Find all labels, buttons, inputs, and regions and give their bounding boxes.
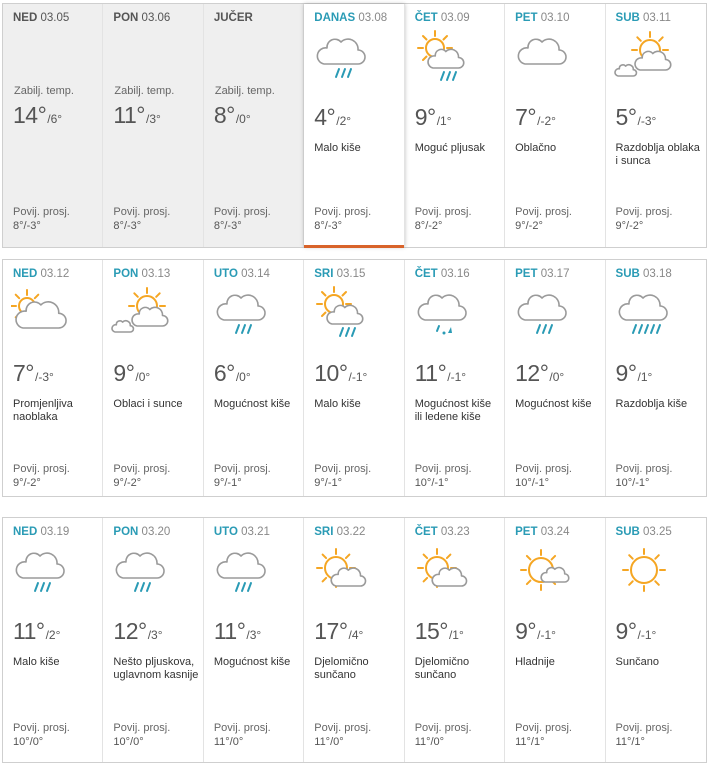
temp-min: /1°	[448, 628, 464, 642]
temp-max: 11°	[213, 618, 246, 644]
cloud-rain-icon	[11, 542, 71, 600]
historical-avg-value: 10°/-1°	[515, 477, 549, 489]
historical-avg-value: 8°/-3°	[113, 220, 142, 232]
historical-avg-value: 11°/0°	[213, 736, 244, 748]
temperature	[415, 618, 464, 645]
day-name: UTO	[213, 268, 238, 280]
day-card[interactable]	[3, 4, 103, 247]
temp-max: 15°	[414, 618, 448, 644]
sun-clouds-icon	[111, 284, 171, 342]
day-card[interactable]	[204, 4, 304, 247]
recorded-temp-label: Zabilj. temp.	[214, 85, 275, 97]
historical-avg-value: 9°/-2°	[615, 220, 644, 232]
historical-avg-value: 10°/-1°	[414, 477, 449, 489]
temp-max: 6°	[213, 360, 235, 386]
sun-icon	[614, 542, 674, 600]
day-date: 03.10	[540, 12, 570, 24]
day-header	[616, 526, 706, 538]
historical-avg-label: Povij. prosj.	[113, 463, 171, 475]
day-card[interactable]	[304, 4, 404, 247]
historical-avg-value: 10°/-1°	[615, 477, 650, 489]
day-date: 03.05	[40, 12, 70, 24]
temp-min: /0°	[135, 370, 151, 384]
historical-avg-label: Povij. prosj.	[213, 722, 271, 734]
condition-text: Djelomično sunčano	[314, 656, 369, 681]
temp-max: 4°	[314, 104, 336, 130]
temp-min: /-1°	[447, 370, 467, 384]
day-date: 03.22	[336, 526, 366, 538]
day-header	[415, 12, 504, 24]
temp-min: /3°	[246, 628, 262, 642]
temperature	[515, 360, 564, 387]
temp-min: /-1°	[637, 628, 657, 642]
day-header	[415, 268, 504, 280]
temperature	[314, 104, 351, 131]
historical-avg-value: 11°/1°	[515, 736, 545, 748]
temperature	[515, 618, 556, 645]
condition-text: Nešto pljuskova, uglavnom kasnije	[113, 656, 199, 681]
condition-text: Djelomično sunčano	[414, 656, 470, 681]
cloud-icon	[513, 28, 573, 86]
day-header	[113, 268, 202, 280]
temperature	[214, 360, 251, 387]
historical-avg-label: Povij. prosj.	[113, 722, 171, 734]
day-card[interactable]	[405, 260, 505, 496]
temp-max: 11°	[13, 618, 45, 644]
historical-avg-label: Povij. prosj.	[13, 206, 70, 218]
temperature	[616, 104, 657, 131]
day-header	[13, 12, 102, 24]
historical-avg-value: 9°/-2°	[113, 477, 142, 489]
historical-avg-label: Povij. prosj.	[615, 206, 673, 218]
historical-avg-label: Povij. prosj.	[515, 722, 572, 734]
day-date: 03.21	[241, 526, 270, 538]
recorded-temp-label: Zabilj. temp.	[14, 85, 74, 97]
temperature	[13, 618, 60, 645]
temp-max: 10°	[314, 360, 348, 386]
day-date: 03.25	[643, 526, 672, 538]
historical-avg-label: Povij. prosj.	[414, 722, 472, 734]
day-card[interactable]	[304, 260, 404, 496]
day-name: PET	[515, 268, 538, 280]
day-header	[314, 12, 403, 24]
condition-text: Mogućnost kiše ili ledene kiše	[414, 398, 492, 423]
day-date: 03.06	[141, 12, 171, 24]
historical-avg-label: Povij. prosj.	[414, 206, 472, 218]
temp-max: 17°	[314, 618, 348, 644]
cloud-sleet-icon	[413, 284, 473, 342]
day-date: 03.16	[440, 268, 470, 280]
historical-avg-label: Povij. prosj.	[213, 206, 271, 218]
historical-avg-label: Povij. prosj.	[615, 463, 673, 475]
day-name: SRI	[314, 526, 334, 538]
day-header	[214, 12, 303, 24]
sun-partly-cloudy-icon	[413, 542, 473, 600]
temp-max: 8°	[213, 102, 235, 128]
temperature	[214, 618, 261, 645]
day-card[interactable]	[103, 518, 203, 762]
cloud-rain-icon	[111, 542, 171, 600]
temp-min: /-2°	[537, 114, 556, 128]
historical-avg-label: Povij. prosj.	[314, 463, 372, 475]
day-name: ČET	[414, 526, 438, 538]
historical-avg-label: Povij. prosj.	[515, 463, 572, 475]
condition-text: Moguć pljusak	[414, 142, 486, 154]
week-row	[2, 517, 707, 763]
day-card[interactable]	[103, 4, 203, 247]
day-name: PON	[113, 268, 139, 280]
day-date: 03.12	[40, 268, 70, 280]
day-date: 03.23	[440, 526, 470, 538]
day-card[interactable]	[204, 260, 304, 496]
day-card[interactable]	[3, 518, 103, 762]
temp-max: 14°	[13, 102, 47, 128]
week-row	[2, 3, 707, 248]
temp-max: 11°	[113, 102, 145, 128]
cloud-rain-icon	[212, 542, 272, 600]
day-name: PON	[113, 12, 139, 24]
historical-avg-value: 11°/0°	[314, 736, 344, 748]
temperature	[113, 360, 150, 387]
temp-max: 11°	[414, 360, 447, 386]
temp-max: 9°	[113, 360, 135, 386]
condition-text: Sunčano	[615, 656, 659, 668]
temp-max: 5°	[615, 104, 637, 130]
recorded-temp-label: Zabilj. temp.	[114, 85, 175, 97]
day-card[interactable]	[204, 518, 304, 762]
historical-avg-label: Povij. prosj.	[314, 206, 372, 218]
temp-min: /-3°	[35, 370, 54, 384]
temp-max: 9°	[615, 360, 637, 386]
day-name: PET	[515, 526, 538, 538]
day-date: 03.19	[40, 526, 70, 538]
temperature	[314, 360, 367, 387]
day-header	[113, 12, 202, 24]
temp-min: /0°	[549, 370, 565, 384]
sun-partly-cloudy-icon	[312, 542, 372, 600]
temp-min: /-3°	[637, 114, 657, 128]
day-header	[515, 268, 604, 280]
temperature	[616, 618, 657, 645]
day-header	[515, 12, 604, 24]
day-name: JUČER	[213, 12, 253, 24]
temp-max: 9°	[515, 618, 537, 644]
day-date: 03.13	[141, 268, 171, 280]
temperature	[515, 104, 556, 131]
historical-avg-label: Povij. prosj.	[113, 206, 171, 218]
day-date: 03.11	[643, 12, 671, 24]
day-card[interactable]	[606, 518, 706, 762]
temperature	[616, 360, 653, 387]
temp-min: /6°	[47, 112, 63, 126]
temp-min: /3°	[147, 628, 163, 642]
condition-text: Mogućnost kiše	[213, 398, 291, 410]
historical-avg-label: Povij. prosj.	[314, 722, 372, 734]
historical-avg-value: 9°/-1°	[213, 477, 242, 489]
condition-text: Malo kiše	[314, 142, 361, 154]
historical-avg-value: 8°/-3°	[13, 220, 41, 232]
day-header	[314, 526, 403, 538]
day-card[interactable]	[405, 4, 505, 247]
day-header	[13, 268, 102, 280]
day-date: 03.20	[141, 526, 171, 538]
day-name: ČET	[414, 268, 438, 280]
temp-min: /2°	[336, 114, 352, 128]
historical-avg-value: 10°/0°	[113, 736, 144, 748]
temp-max: 7°	[515, 104, 537, 130]
temp-min: /0°	[235, 112, 251, 126]
day-card[interactable]	[3, 260, 103, 496]
temp-min: /2°	[45, 628, 61, 642]
historical-avg-label: Povij. prosj.	[615, 722, 673, 734]
historical-avg-label: Povij. prosj.	[213, 463, 271, 475]
temp-min: /1°	[436, 114, 452, 128]
day-name: NED	[13, 12, 38, 24]
historical-avg-label: Povij. prosj.	[515, 206, 572, 218]
day-card[interactable]	[304, 518, 404, 762]
day-name: PON	[113, 526, 139, 538]
day-header	[13, 526, 102, 538]
day-header	[616, 12, 706, 24]
day-header	[214, 526, 303, 538]
day-name: SUB	[615, 526, 640, 538]
historical-avg-label: Povij. prosj.	[414, 463, 472, 475]
day-card[interactable]	[505, 518, 605, 762]
historical-avg-label: Povij. prosj.	[13, 463, 70, 475]
temp-min: /-1°	[348, 370, 368, 384]
cloud-heavy-rain-icon	[614, 284, 674, 342]
day-name: DANAS	[314, 12, 356, 24]
condition-text: Promjenljiva naoblaka	[13, 398, 73, 423]
day-name: PET	[515, 12, 538, 24]
condition-text: Razdoblja oblaka i sunca	[615, 142, 700, 167]
condition-text: Oblačno	[515, 142, 557, 154]
historical-avg-value: 11°/0°	[414, 736, 445, 748]
condition-text: Mogućnost kiše	[213, 656, 291, 668]
day-name: ČET	[414, 12, 438, 24]
day-name: SUB	[615, 268, 640, 280]
temp-max: 12°	[515, 360, 549, 386]
temp-min: /3°	[146, 112, 161, 126]
sun-small-cloud-icon	[513, 542, 573, 600]
day-name: UTO	[213, 526, 238, 538]
condition-text: Razdoblja kiše	[615, 398, 688, 410]
historical-avg-value: 9°/-2°	[515, 220, 543, 232]
day-date: 03.15	[336, 268, 366, 280]
condition-text: Oblaci i sunce	[113, 398, 183, 410]
temp-min: /4°	[348, 628, 364, 642]
day-name: SRI	[314, 268, 334, 280]
temp-min: /0°	[235, 370, 251, 384]
temperature	[415, 360, 466, 387]
day-header	[214, 268, 303, 280]
day-header	[515, 526, 604, 538]
day-card[interactable]	[606, 4, 706, 247]
temperature	[13, 102, 62, 129]
historical-avg-value: 10°/0°	[13, 736, 44, 748]
historical-avg-value: 11°/1°	[615, 736, 645, 748]
condition-text: Malo kiše	[314, 398, 361, 410]
temp-min: /-1°	[537, 628, 556, 642]
historical-avg-value: 8°/-3°	[213, 220, 242, 232]
week-row	[2, 259, 707, 497]
day-card[interactable]	[505, 260, 605, 496]
day-header	[616, 268, 706, 280]
historical-avg-value: 8°/-2°	[414, 220, 443, 232]
sun-cloud-rain-icon	[413, 28, 473, 86]
temp-min: /1°	[637, 370, 653, 384]
sun-cloud-rain-icon	[312, 284, 372, 342]
day-card[interactable]	[405, 518, 505, 762]
condition-text: Malo kiše	[13, 656, 60, 668]
temp-max: 9°	[615, 618, 637, 644]
day-date: 03.08	[358, 12, 388, 24]
condition-text: Hladnije	[515, 656, 555, 668]
temperature	[113, 618, 162, 645]
day-header	[314, 268, 403, 280]
day-header	[113, 526, 202, 538]
sun-clouds-icon	[614, 28, 674, 86]
day-date: 03.17	[540, 268, 570, 280]
cloud-rain-icon	[513, 284, 573, 342]
day-card[interactable]	[505, 4, 605, 247]
temperature	[214, 102, 251, 129]
day-name: NED	[13, 268, 38, 280]
temperature	[415, 104, 452, 131]
day-name: NED	[13, 526, 38, 538]
historical-avg-value: 8°/-3°	[314, 220, 343, 232]
day-date: 03.24	[540, 526, 570, 538]
temp-max: 9°	[414, 104, 436, 130]
temperature	[13, 360, 54, 387]
day-date: 03.18	[643, 268, 672, 280]
day-header	[415, 526, 504, 538]
historical-avg-label: Povij. prosj.	[13, 722, 70, 734]
day-name: SUB	[615, 12, 640, 24]
historical-avg-value: 9°/-1°	[314, 477, 343, 489]
day-card[interactable]	[606, 260, 706, 496]
condition-text: Mogućnost kiše	[515, 398, 592, 410]
temperature	[314, 618, 363, 645]
historical-avg-value: 9°/-2°	[13, 477, 41, 489]
day-card[interactable]	[103, 260, 203, 496]
temp-max: 7°	[13, 360, 34, 386]
temp-max: 12°	[113, 618, 147, 644]
cloud-rain-icon	[212, 284, 272, 342]
sun-behind-cloud-icon	[11, 284, 71, 342]
temperature	[113, 102, 160, 129]
day-date: 03.09	[440, 12, 470, 24]
cloud-rain-icon	[312, 28, 372, 86]
day-date: 03.14	[241, 268, 270, 280]
